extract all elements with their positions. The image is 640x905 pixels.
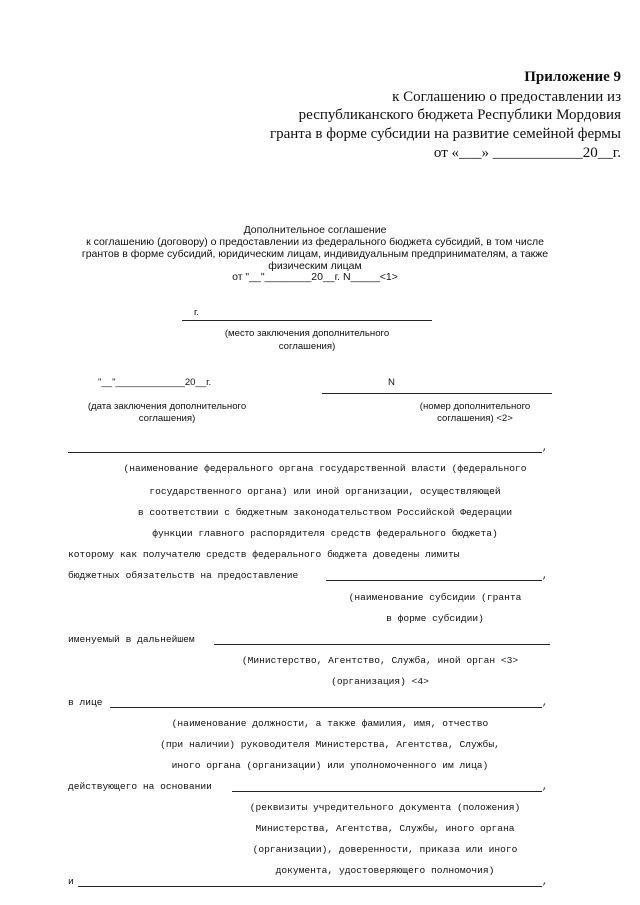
federal-body-field-line	[68, 452, 542, 453]
position-caption-3: иного органа (организации) или уполномоченного им лица)	[171, 760, 489, 771]
limits-text-1: которому как получателю средств федерального бюджета доведены лимиты	[68, 549, 460, 560]
federal-body-caption-3: в соответствии с бюджетным законодательством Российской Федерации	[137, 507, 513, 518]
comma: ,	[542, 876, 548, 887]
ministry-caption-1: (Министерство, Агентство, Служба, иной орган <3>	[241, 655, 519, 666]
position-caption-1: (наименование должности, а также фамилия, имя, отчество	[171, 718, 489, 729]
number-prefix: N	[388, 377, 395, 388]
comma: ,	[542, 697, 548, 708]
subsidy-field-line	[326, 580, 542, 581]
comma: ,	[542, 570, 548, 581]
date-caption-1: (дата заключения дополнительного	[87, 401, 247, 412]
and-text: и	[68, 876, 74, 887]
requisites-caption-3: (организации), доверенности, приказа или иного	[252, 844, 518, 855]
header-date-line: от «___» ____________20__г.	[433, 145, 621, 161]
requisites-caption-1: (реквизиты учредительного документа (положения)	[249, 802, 521, 813]
place-prefix: г.	[194, 307, 199, 318]
second-party-field-line	[78, 886, 542, 887]
federal-body-caption-2: государственного органа) или иной организации, осуществляющей	[149, 486, 501, 497]
position-caption-2: (при наличии) руководителя Министерства, Агентства, Службы,	[160, 739, 500, 750]
header-line-1: к Соглашению о предоставлении из	[392, 89, 621, 105]
ministry-caption-2: (организация) <4>	[331, 676, 429, 687]
doc-subtitle-1: к соглашению (договору) о предоставлении из федерального бюджета субсидий, в том числе	[86, 236, 544, 248]
subsidy-caption-2: в форме субсидии)	[386, 613, 484, 624]
doc-title: Дополнительное соглашение	[243, 224, 387, 236]
acting-text: действующего на основании	[68, 781, 212, 792]
limits-text-2: бюджетных обязательств на предоставление	[68, 570, 299, 581]
doc-date-number: от "__"________20__г. N_____<1>	[232, 271, 398, 283]
federal-body-caption-1: (наименование федерального органа государственной власти (федерального	[123, 463, 527, 474]
face-text: в лице	[68, 697, 103, 708]
number-caption-2: соглашения) <2>	[437, 413, 513, 424]
doc-subtitle-3: физическим лицам	[268, 260, 362, 272]
number-field-line	[322, 393, 552, 394]
comma: ,	[542, 781, 548, 792]
appendix-number: Приложение 9	[524, 69, 621, 85]
named-field-line	[214, 644, 550, 645]
requisites-caption-2: Министерства, Агентства, Службы, иного органа	[255, 823, 515, 834]
named-text: именуемый в дальнейшем	[68, 634, 195, 645]
place-caption-1: (место заключения дополнительного	[224, 328, 390, 339]
date-field: "__"_____________20__г.	[98, 377, 212, 388]
place-caption-2: соглашения)	[278, 341, 336, 352]
date-caption-2: соглашения)	[138, 413, 196, 424]
doc-subtitle-2: грантов в форме субсидий, юридическим лицам, индивидуальным предпринимателям, а также	[81, 248, 549, 260]
place-field-line	[182, 320, 432, 321]
number-caption-1: (номер дополнительного	[419, 401, 531, 412]
comma: ,	[542, 442, 548, 453]
requisites-caption-4: документа, удостоверяющего полномочия)	[275, 865, 495, 876]
header-line-2: республиканского бюджета Республики Мордовия	[298, 107, 621, 123]
federal-body-caption-4: функции главного распорядителя средств федерального бюджета)	[152, 528, 498, 539]
header-line-3: гранта в форме субсидии на развитие семейной фермы	[269, 126, 621, 142]
person-field-line	[110, 707, 542, 708]
subsidy-caption-1: (наименование субсидии (гранта	[348, 592, 522, 603]
basis-field-line	[232, 791, 542, 792]
